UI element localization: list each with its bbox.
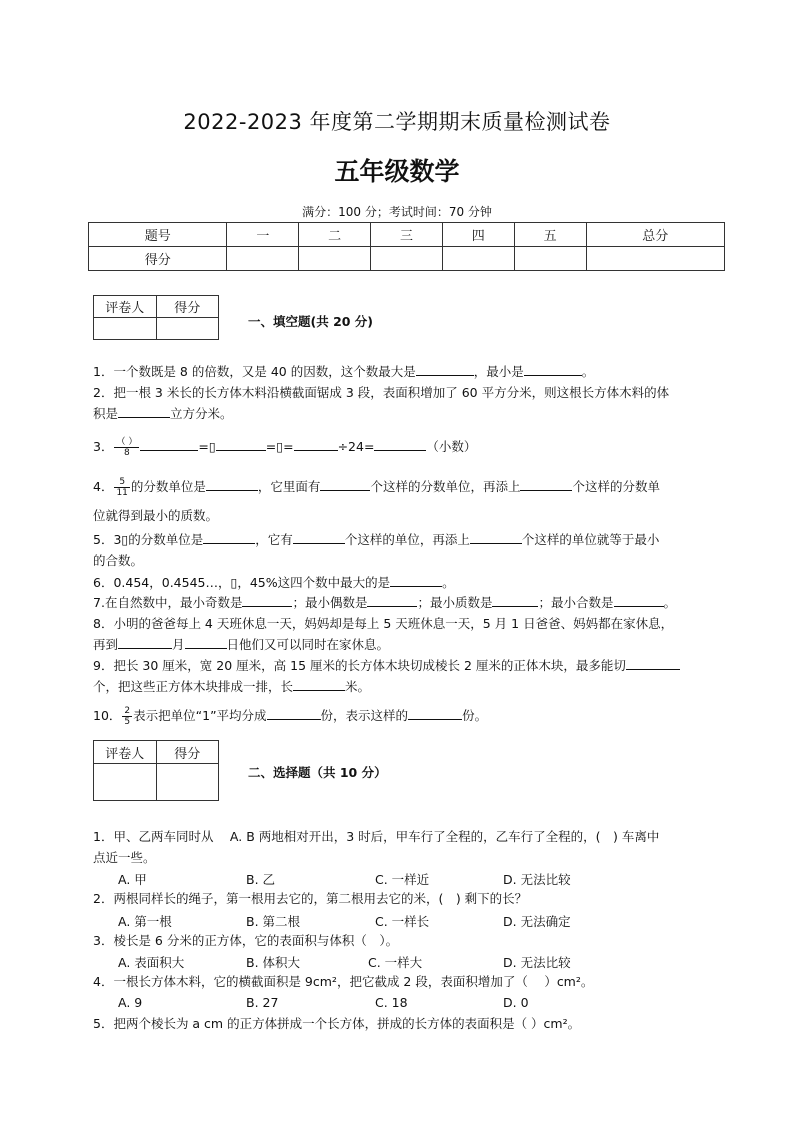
answer-blank[interactable]: [416, 363, 474, 376]
score-table-header-row: [89, 223, 725, 247]
option-a[interactable]: A. 第一根: [118, 914, 172, 929]
grader-blank-cell[interactable]: [94, 764, 157, 801]
score-table-score-row: [89, 247, 725, 271]
option-b[interactable]: B. 27: [246, 995, 279, 1010]
answer-blank[interactable]: [185, 636, 227, 649]
answer-blank[interactable]: [140, 438, 198, 451]
answer-blank[interactable]: [118, 636, 172, 649]
option-d[interactable]: D. 无法比较: [503, 955, 571, 970]
option-c[interactable]: C. 一样长: [375, 914, 430, 929]
question-2-2: 2．两根同样长的绳子，第一根用去它的，第二根用去它的米，( ) 剩下的长？: [93, 891, 528, 906]
question-1-8: 8．小明的爸爸每上 4 天班休息一天，妈妈却是每上 5 天班休息一天，5 月 1 日爸爸、妈妈都在家休息， 再到 月 日他们又可以同时在家休息。: [93, 616, 674, 652]
answer-blank[interactable]: [203, 531, 255, 544]
grader-score-label: 得分: [156, 296, 219, 318]
answer-blank[interactable]: [242, 594, 292, 607]
answer-blank[interactable]: [293, 531, 345, 544]
score-cell: 三: [371, 223, 443, 247]
score-cell: 题号: [89, 223, 227, 247]
grader-box-2: [93, 740, 219, 801]
answer-blank[interactable]: [390, 574, 442, 587]
question-1-7: 7.在自然数中，最小奇数是 ；最小偶数是 ；最小质数是 ；最小合数是 。: [93, 595, 677, 610]
option-d[interactable]: D. 无法确定: [503, 914, 571, 929]
answer-blank[interactable]: [267, 707, 321, 720]
answer-blank[interactable]: [470, 531, 522, 544]
option-a[interactable]: A. 甲: [118, 872, 147, 887]
answer-blank[interactable]: [294, 438, 338, 451]
grader-blank-cell[interactable]: [94, 318, 157, 340]
question-2-5: 5．把两个棱长为 a cm 的正方体拼成一个长方体，拼成的长方体的表面积是（ ）cm²。: [93, 1016, 581, 1031]
score-blank-cell[interactable]: [371, 247, 443, 271]
option-d[interactable]: D. 无法比较: [503, 872, 571, 887]
answer-blank[interactable]: [524, 363, 582, 376]
answer-blank[interactable]: [320, 478, 370, 491]
score-cell: 总分: [586, 223, 725, 247]
question-1-3: 3． $\frac{( )}{8}$ =▯ =▯= ÷24= （小数）: [93, 437, 477, 458]
fraction: $\frac{2}{5}$: [124, 706, 131, 727]
exam-meta: 满分：100 分；考试时间：70 分钟: [302, 205, 492, 219]
question-2-4: 4．一根长方体木料，它的横截面积是 9cm²，把它截成 2 段，表面积增加了（ ）cm²。: [93, 974, 594, 989]
score-blank-cell[interactable]: [514, 247, 586, 271]
question-1-9: 9．把长 30 厘米，宽 20 厘米，高 15 厘米的长方体木块切成棱长 2 厘米的正体木块，最多能切 个，把这些正方体木块排成一排，长 米。: [93, 655, 723, 697]
answer-blank[interactable]: [216, 438, 266, 451]
answer-blank[interactable]: [293, 678, 345, 691]
grader-label: 评卷人: [94, 296, 157, 318]
option-c[interactable]: C. 一样近: [375, 872, 430, 887]
grader-blank-cell[interactable]: [156, 318, 219, 340]
fraction: $\frac{( )}{8}$: [116, 437, 138, 458]
option-b[interactable]: B. 第二根: [246, 914, 301, 929]
question-2-1: 1．甲、乙两车同时从 A. B 两地相对开出，3 时后，甲车行了全程的，乙车行了全程的，( ) 车离中 点近一些。: [93, 829, 660, 865]
score-cell: 四: [442, 223, 514, 247]
fraction: $\frac{5}{11}$: [116, 477, 128, 498]
grader-box-1: [93, 295, 219, 340]
option-a[interactable]: A. 9: [118, 995, 143, 1010]
score-cell: 得分: [89, 247, 227, 271]
question-1-5: 5．3▯的分数单位是 ，它有 个这样的单位，再添上 个这样的单位就等于最小 的合数。: [93, 532, 660, 568]
option-c[interactable]: C. 一样大: [368, 955, 423, 970]
answer-blank[interactable]: [374, 438, 426, 451]
option-b[interactable]: B. 乙: [246, 872, 276, 887]
option-a[interactable]: A. 表面积大: [118, 955, 185, 970]
question-1-4: 4． $\frac{5}{11}$ 的分数单位是 ，它里面有 个这样的分数单位，再添上 个这样的分数单 位就得到最小的质数。: [93, 477, 660, 523]
score-blank-cell[interactable]: [227, 247, 299, 271]
option-b[interactable]: B. 体积大: [246, 955, 301, 970]
grader-score-label: 得分: [156, 741, 219, 764]
score-cell: 一: [227, 223, 299, 247]
exam-title: 2022-2023 年度第二学期期末质量检测试卷: [183, 110, 611, 134]
score-blank-cell[interactable]: [299, 247, 371, 271]
answer-blank[interactable]: [367, 594, 417, 607]
question-1-6: 6．0.454，0.4545…，▯，45%这四个数中最大的是 。: [93, 575, 455, 590]
score-table: [88, 222, 725, 271]
question-2-3: 3．棱长是 6 分米的正方体，它的表面积与体积（ ）。: [93, 933, 399, 948]
score-blank-cell[interactable]: [586, 247, 725, 271]
question-1-1: 1．一个数既是 8 的倍数，又是 40 的因数，这个数最大是 ，最小是 。: [93, 364, 595, 379]
question-1-2: 2．把一根 3 米长的长方体木料沿横截面锯成 3 段，表面积增加了 60 平方分米，则这根长方体木料的体 积是 立方分米。: [93, 385, 670, 421]
section-1-title: 一、填空题(共 20 分): [248, 314, 374, 329]
score-cell: 五: [514, 223, 586, 247]
answer-blank[interactable]: [206, 478, 258, 491]
answer-blank[interactable]: [520, 478, 572, 491]
answer-blank[interactable]: [626, 657, 680, 670]
option-d[interactable]: D. 0: [503, 995, 529, 1010]
option-c[interactable]: C. 18: [375, 995, 408, 1010]
answer-blank[interactable]: [492, 594, 538, 607]
grader-blank-cell[interactable]: [156, 764, 219, 801]
grader-label: 评卷人: [94, 741, 157, 764]
answer-blank[interactable]: [118, 405, 170, 418]
score-cell: 二: [299, 223, 371, 247]
section-2-title: 二、选择题（共 10 分）: [248, 765, 387, 780]
question-1-10: 10． $\frac{2}{5}$ 表示把单位“1”平均分成 份，表示这样的 份。: [93, 706, 488, 727]
answer-blank[interactable]: [408, 707, 462, 720]
answer-blank[interactable]: [614, 594, 664, 607]
exam-subtitle: 五年级数学: [334, 157, 460, 186]
score-blank-cell[interactable]: [442, 247, 514, 271]
